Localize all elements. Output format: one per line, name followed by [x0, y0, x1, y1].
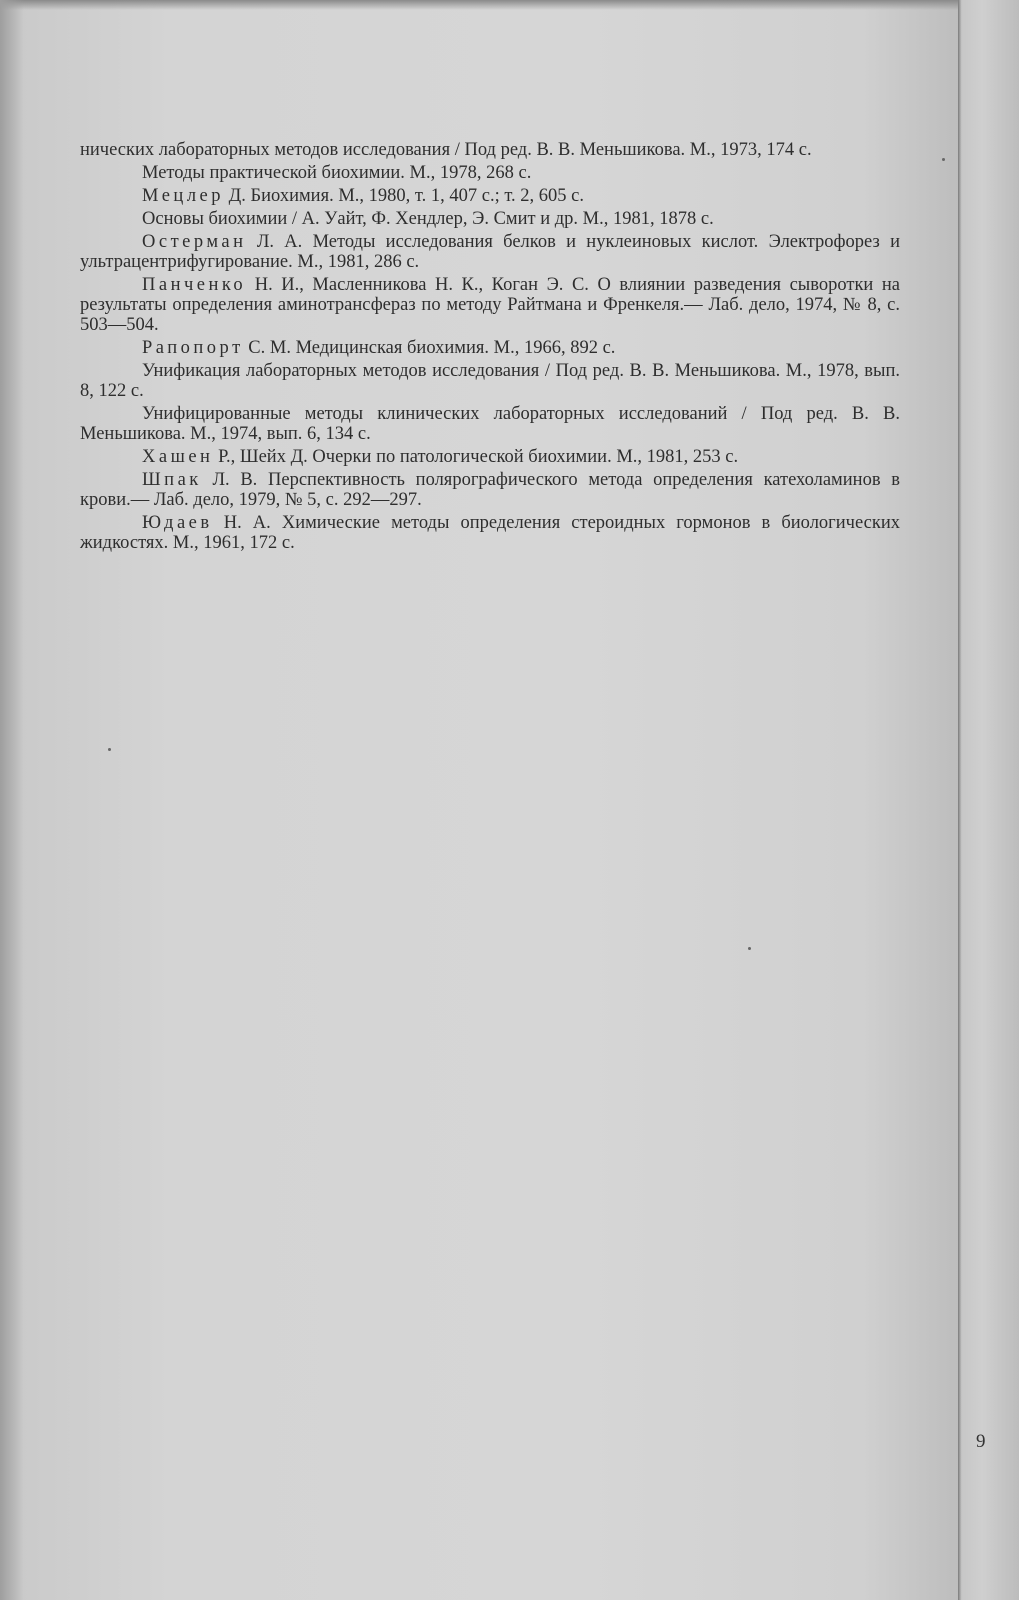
- reference-entry: [80, 275, 900, 335]
- reference-text: Н. И., Масленникова Н. К., Коган Э. С. О влиянии разведения сыворотки на результаты определения аминотрансфераз по методу Райтмана и Френкеля.— Лаб. дело, 1974, № 8, с. 503—504.: [80, 275, 900, 335]
- reference-text: Н. А. Химические методы определения стероидных гормонов в биологических жидкостях. М., 1961, 172 с.: [80, 513, 900, 553]
- reference-entry: [80, 513, 900, 553]
- top-shadow: [0, 0, 958, 10]
- reference-text: нических лабораторных методов исследования / Под ред. В. В. Меньшикова. М., 1973, 174 с.: [80, 140, 812, 160]
- page-fold-shadow: [0, 0, 24, 1600]
- next-page-edge: [958, 0, 1019, 1600]
- print-speck: [942, 158, 945, 161]
- reference-text: Д. Биохимия. М., 1980, т. 1, 407 с.; т. 2, 605 с.: [224, 186, 584, 206]
- reference-entry: [80, 338, 900, 358]
- reference-text: Унификация лабораторных методов исследования / Под ред. В. В. Меньшикова. М., 1978, вып. 8, 122 с.: [80, 361, 900, 401]
- reference-author: Шпак: [142, 470, 202, 490]
- reference-text: Методы практической биохимии. М., 1978, 268 с.: [142, 163, 532, 183]
- reference-text: Л. В. Перспективность полярографического метода определения катехоламинов в крови.— Лаб. дело, 1979, № 5, с. 292—297.: [80, 470, 900, 510]
- reference-entry: [80, 232, 900, 272]
- reference-author: Остерман: [142, 232, 247, 252]
- reference-entry: [80, 186, 900, 206]
- reference-text: С. М. Медицинская биохимия. М., 1966, 892 с.: [243, 338, 616, 358]
- print-speck: [748, 947, 751, 950]
- print-speck: [108, 748, 111, 751]
- page-number: 9: [976, 1431, 986, 1452]
- reference-entry: [80, 404, 900, 444]
- reference-entry: [80, 140, 900, 160]
- reference-entry: [80, 361, 900, 401]
- reference-entry: [80, 447, 900, 467]
- reference-list: [80, 140, 900, 556]
- reference-author: Панченко: [142, 275, 247, 295]
- reference-text: Р., Шейх Д. Очерки по патологической биохимии. М., 1981, 253 с.: [213, 447, 739, 467]
- reference-entry: [80, 209, 900, 229]
- reference-entry: [80, 163, 900, 183]
- reference-author: Рапопорт: [142, 338, 244, 358]
- reference-text: Л. А. Методы исследования белков и нуклеиновых кислот. Электрофорез и ультрацентрифугирование. М., 1981, 286 с.: [80, 232, 900, 272]
- reference-text: Основы биохимии / А. Уайт, Ф. Хендлер, Э. Смит и др. М., 1981, 1878 с.: [142, 209, 714, 229]
- reference-entry: [80, 470, 900, 510]
- reference-text: Унифицированные методы клинических лабораторных исследований / Под ред. В. В. Меньшикова. М., 1974, вып. 6, 134 с.: [80, 404, 900, 444]
- reference-author: Мецлер: [142, 186, 225, 206]
- reference-author: Юдаев: [142, 513, 213, 533]
- reference-author: Хашен: [142, 447, 214, 467]
